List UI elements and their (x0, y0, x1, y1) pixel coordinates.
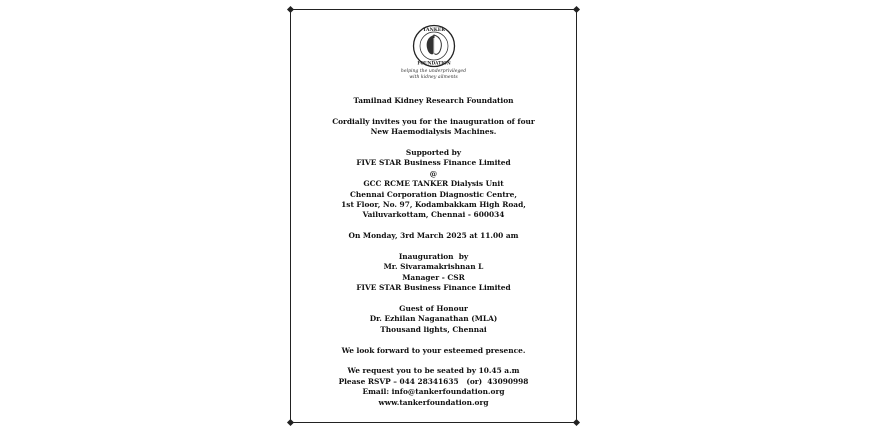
invitation-text (291, 96, 576, 408)
guest-name: Dr. Ezhilan Naganathan (MLA) (369, 314, 498, 324)
tanker-foundation-logo (291, 24, 576, 81)
supported-by-label: Supported by (405, 148, 462, 157)
website-line: www.tankerfoundation.org (378, 397, 489, 407)
invite-line: New Haemodialysis Machines. (370, 127, 497, 137)
guest-heading: Guest of Honour (399, 304, 468, 314)
sponsor-name: FIVE STAR Business Finance Limited (356, 158, 511, 168)
tagline-line: with kidney ailments (409, 75, 458, 80)
logo-tagline (291, 69, 576, 81)
organization-name: Tamilnad Kidney Research Foundation (353, 96, 514, 105)
corner-ornament (287, 6, 294, 13)
corner-ornament (573, 6, 580, 13)
inauguration-heading: Inauguration by (398, 252, 469, 262)
inaugurator-name: Mr. Sivaramakrishnan L (383, 262, 484, 272)
closing-line: We look forward to your esteemed presence. (341, 345, 526, 355)
tagline-line: helping the underprivileged (400, 69, 467, 74)
corner-ornament (573, 419, 580, 426)
svg-text:TANKER: TANKER (422, 28, 445, 34)
inaugurator-company: FIVE STAR Business Finance Limited (356, 283, 511, 293)
event-date-time: On Monday, 3rd March 2025 at 11.00 am (348, 231, 519, 241)
seating-request: We request you to be seated by 10.45 a.m (347, 366, 520, 376)
corner-ornament (287, 419, 294, 426)
at-symbol: @ (429, 168, 438, 178)
venue-line: GCC RCME TANKER Dialysis Unit (363, 179, 504, 189)
guest-location: Thousand lights, Chennai (380, 324, 487, 334)
invitation-card (290, 9, 577, 423)
email-line: Email: info@tankerfoundation.org (362, 387, 505, 397)
inaugurator-role: Manager - CSR (402, 272, 465, 282)
invite-line: Cordially invites you for the inauguration of four (332, 116, 535, 126)
rsvp-line: Please RSVP – 044 28341635 (or) 43090998 (338, 376, 529, 386)
venue-line: Chennai Corporation Diagnostic Centre, (350, 189, 517, 199)
svg-text:FOUNDATION: FOUNDATION (416, 60, 451, 66)
venue-line: 1st Floor, No. 97, Kodambakkam High Road, (341, 200, 526, 210)
venue-line: Vailuvarkottam, Chennai - 600034 (362, 210, 505, 220)
tanker-foundation-emblem-icon (412, 24, 456, 68)
